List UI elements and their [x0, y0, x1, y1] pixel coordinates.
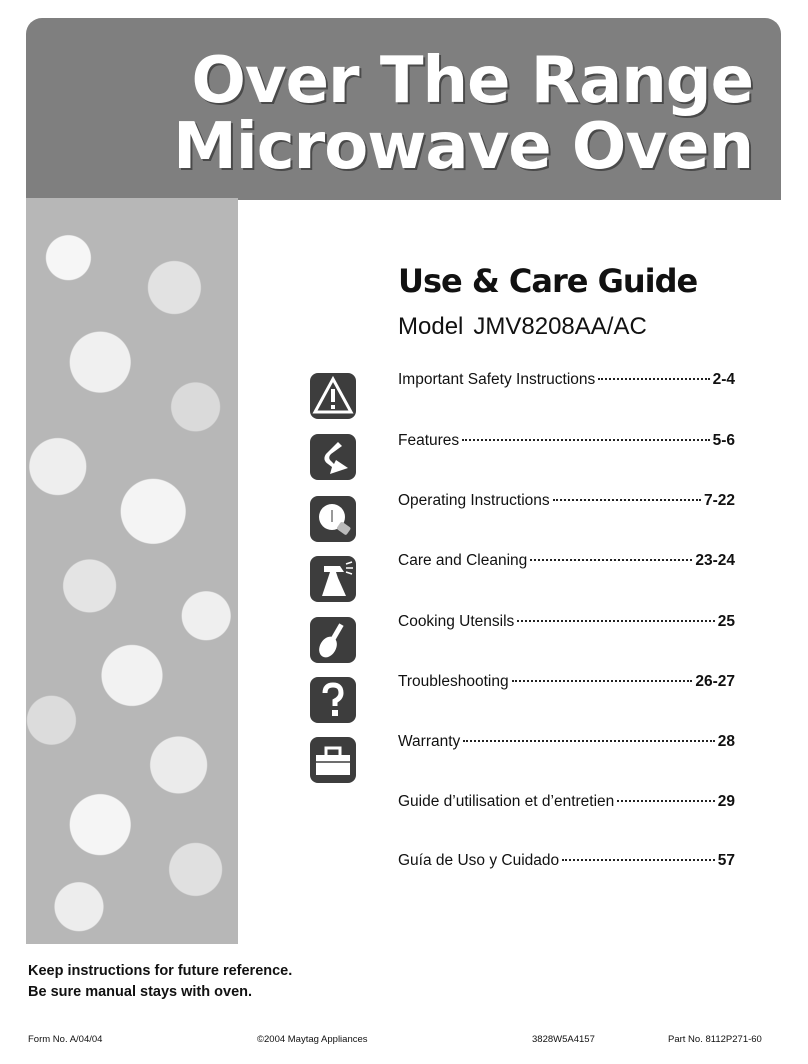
spoon-icon: [310, 617, 356, 663]
toc-item-spanish-guide[interactable]: [398, 852, 735, 874]
toc-item-care[interactable]: [398, 552, 735, 574]
toc-leader: [562, 859, 715, 861]
toc-item-french-guide[interactable]: [398, 793, 735, 815]
toc-item-warranty[interactable]: [398, 733, 735, 755]
toc-label: Care and Cleaning: [398, 552, 528, 569]
model-line: [398, 313, 647, 341]
toc-label: Operating Instructions: [398, 492, 550, 509]
toc-leader: [517, 620, 714, 622]
question-icon: [310, 677, 356, 723]
title-banner: [26, 18, 781, 200]
lightbulb-icon: [310, 496, 356, 542]
toc-item-safety[interactable]: [398, 371, 735, 393]
popcorn-photo: [26, 198, 238, 944]
toc-leader: [617, 800, 714, 802]
part-number: Part No. 8112P271-60: [668, 1034, 762, 1045]
keep-instructions-note: [28, 961, 292, 1003]
toc-label: Guide d’utilisation et d’entretien: [398, 793, 615, 810]
toc-pages: 57: [717, 852, 735, 869]
toc-item-operating[interactable]: [398, 492, 735, 514]
toc-pages: 26-27: [695, 673, 735, 690]
toc-leader: [512, 680, 693, 682]
guide-title: Use & Care Guide: [398, 262, 698, 300]
note-line1: Keep instructions for future reference.: [28, 963, 293, 979]
note-line2: Be sure manual stays with oven.: [28, 984, 253, 1000]
model-label: Model: [398, 313, 464, 340]
toc-leader: [463, 740, 714, 742]
toc-pages: 7-22: [703, 492, 735, 509]
banner-title: [173, 44, 753, 184]
toc-item-features[interactable]: [398, 432, 735, 454]
toc-pages: 28: [717, 733, 735, 750]
toc-pages: 2-4: [712, 371, 735, 388]
toc-pages: 25: [717, 613, 735, 630]
features-arrow-icon: [310, 434, 356, 480]
toc-pages: 5-6: [712, 432, 735, 449]
spray-bottle-icon: [310, 556, 356, 602]
toc-leader: [462, 439, 709, 441]
copyright: ©2004 Maytag Appliances: [257, 1034, 368, 1045]
toc-label: Features: [398, 432, 460, 449]
form-number: Form No. A/04/04: [28, 1034, 103, 1045]
toc-label: Warranty: [398, 733, 461, 750]
toc-leader: [598, 378, 709, 380]
toc-item-utensils[interactable]: [398, 613, 735, 635]
toc-leader: [530, 559, 692, 561]
toc-pages: 29: [717, 793, 735, 810]
toc-label: Cooking Utensils: [398, 613, 515, 630]
banner-title-line2: Microwave Oven: [173, 110, 753, 184]
toc-label: Troubleshooting: [398, 673, 509, 690]
toc-leader: [553, 499, 701, 501]
toc-label: Important Safety Instructions: [398, 371, 596, 388]
doc-code: 3828W5A4157: [532, 1034, 595, 1045]
banner-title-line1: Over The Range: [191, 44, 753, 118]
model-number: JMV8208AA/AC: [473, 313, 647, 340]
warning-icon: [310, 373, 356, 419]
toolbox-icon: [310, 737, 356, 783]
toc-label: Guía de Uso y Cuidado: [398, 852, 560, 869]
toc-item-troubleshooting[interactable]: [398, 673, 735, 695]
toc-pages: 23-24: [695, 552, 735, 569]
